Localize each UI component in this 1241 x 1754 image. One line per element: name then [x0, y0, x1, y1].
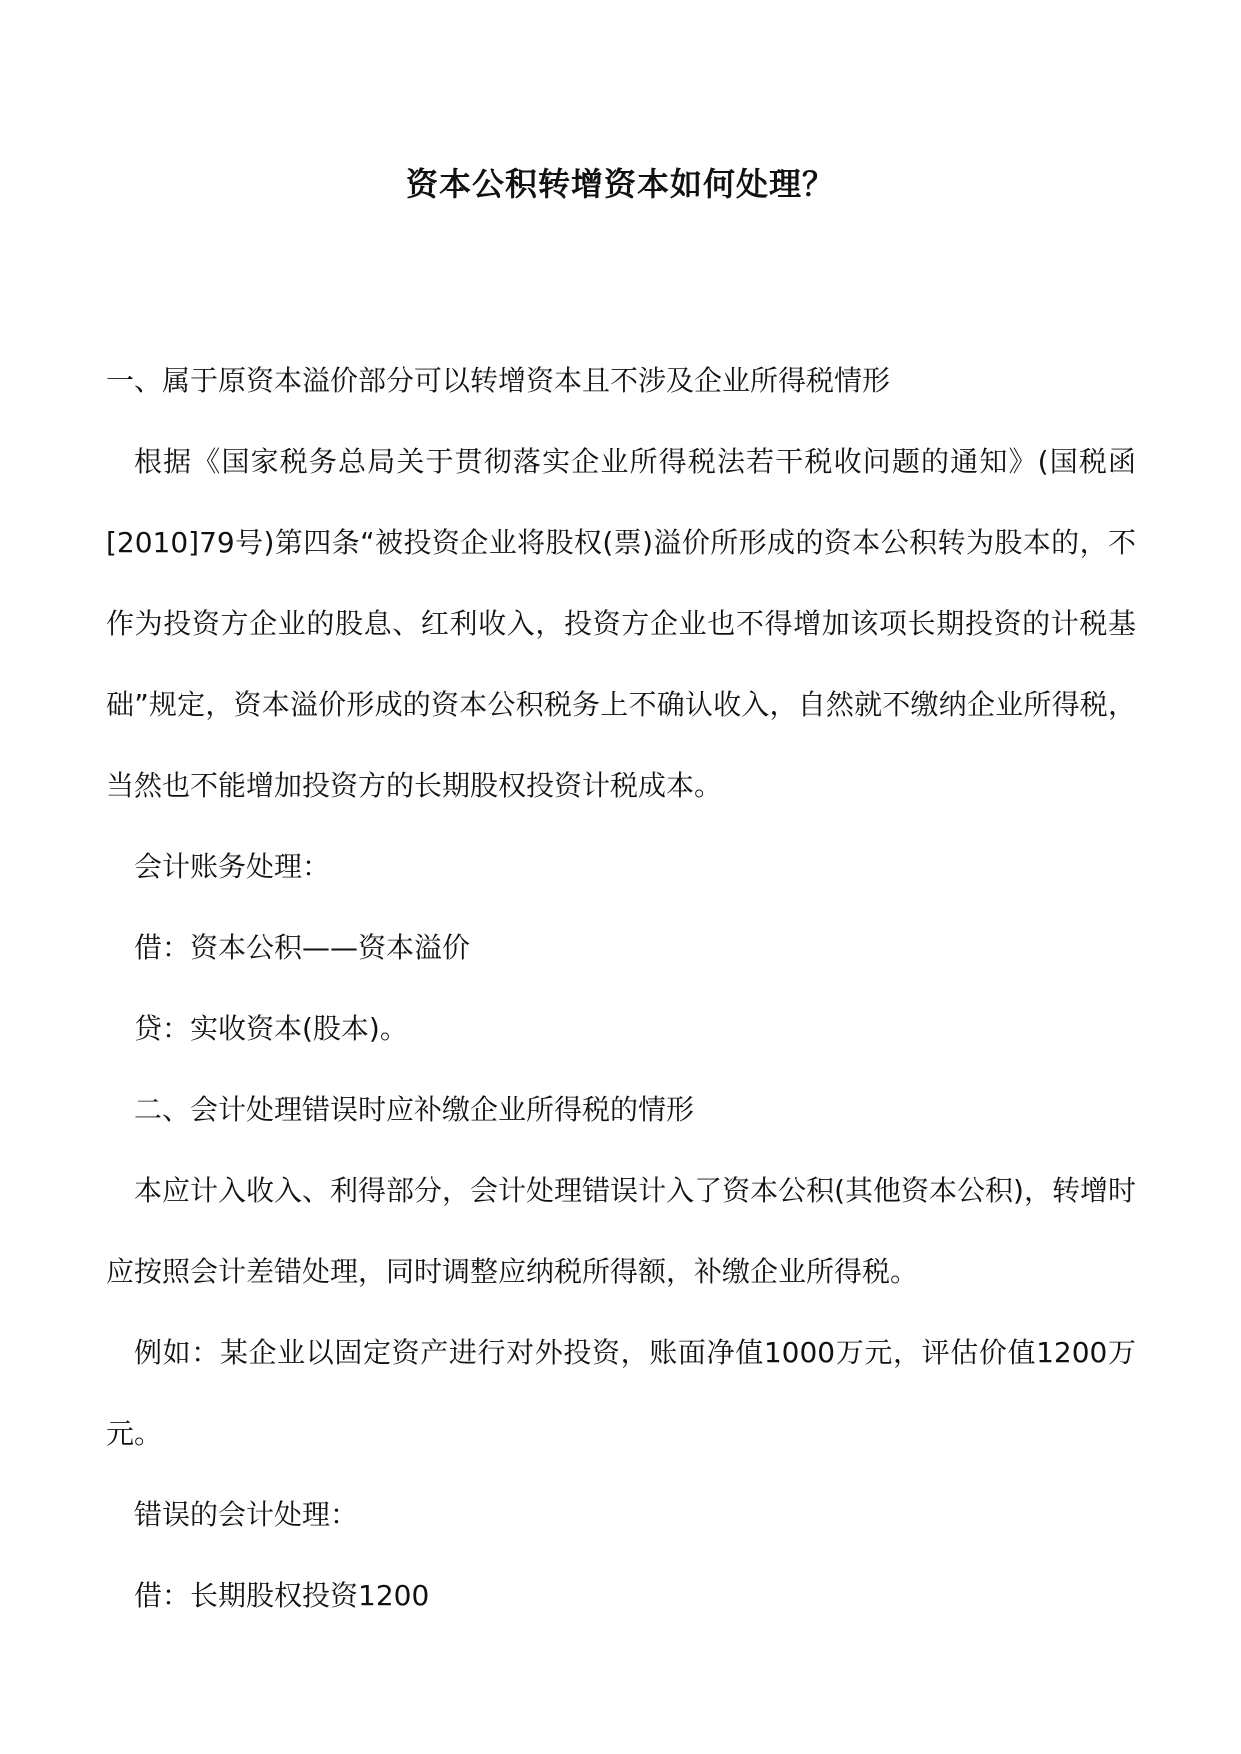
section-heading-1: 一、属于原资本溢价部分可以转增资本且不涉及企业所得税情形 — [106, 364, 891, 397]
example-paragraph: 例如：某企业以固定资产进行对外投资，账面净值1000万元，评估价值1200万元。 — [106, 1336, 1136, 1450]
journal-entry-credit: 贷：实收资本(股本)。 — [134, 1012, 408, 1045]
section-heading-2: 二、会计处理错误时应补缴企业所得税的情形 — [134, 1093, 695, 1126]
body-paragraph: 错误的会计处理： — [134, 1498, 359, 1531]
journal-entry-debit: 借：资本公积——资本溢价 — [134, 931, 471, 964]
body-paragraph: 本应计入收入、利得部分，会计处理错误计入了资本公积(其他资本公积)，转增时应按照会计差错处理，同时调整应纳税所得额，补缴企业所得税。 — [106, 1174, 1136, 1288]
document-body — [106, 340, 1136, 1636]
journal-entry-debit: 借：长期股权投资1200 — [134, 1579, 430, 1612]
body-paragraph: 根据《国家税务总局关于贯彻落实企业所得税法若干税收问题的通知》(国税函[2010]79号)第四条“被投资企业将股权(票)溢价所形成的资本公积转为股本的，不作为投资方企业的股息、红利收入，投资方企业也不得增加该项长期投资的计税基础”规定，资本溢价形成的资本公积税务上不确认收入，自然就不缴纳企业所得税，当然也不能增加投资方的长期股权投资计税成本。 — [106, 445, 1136, 802]
document-title: 资本公积转增资本如何处理？ — [405, 165, 835, 203]
body-paragraph: 会计账务处理： — [134, 850, 331, 883]
